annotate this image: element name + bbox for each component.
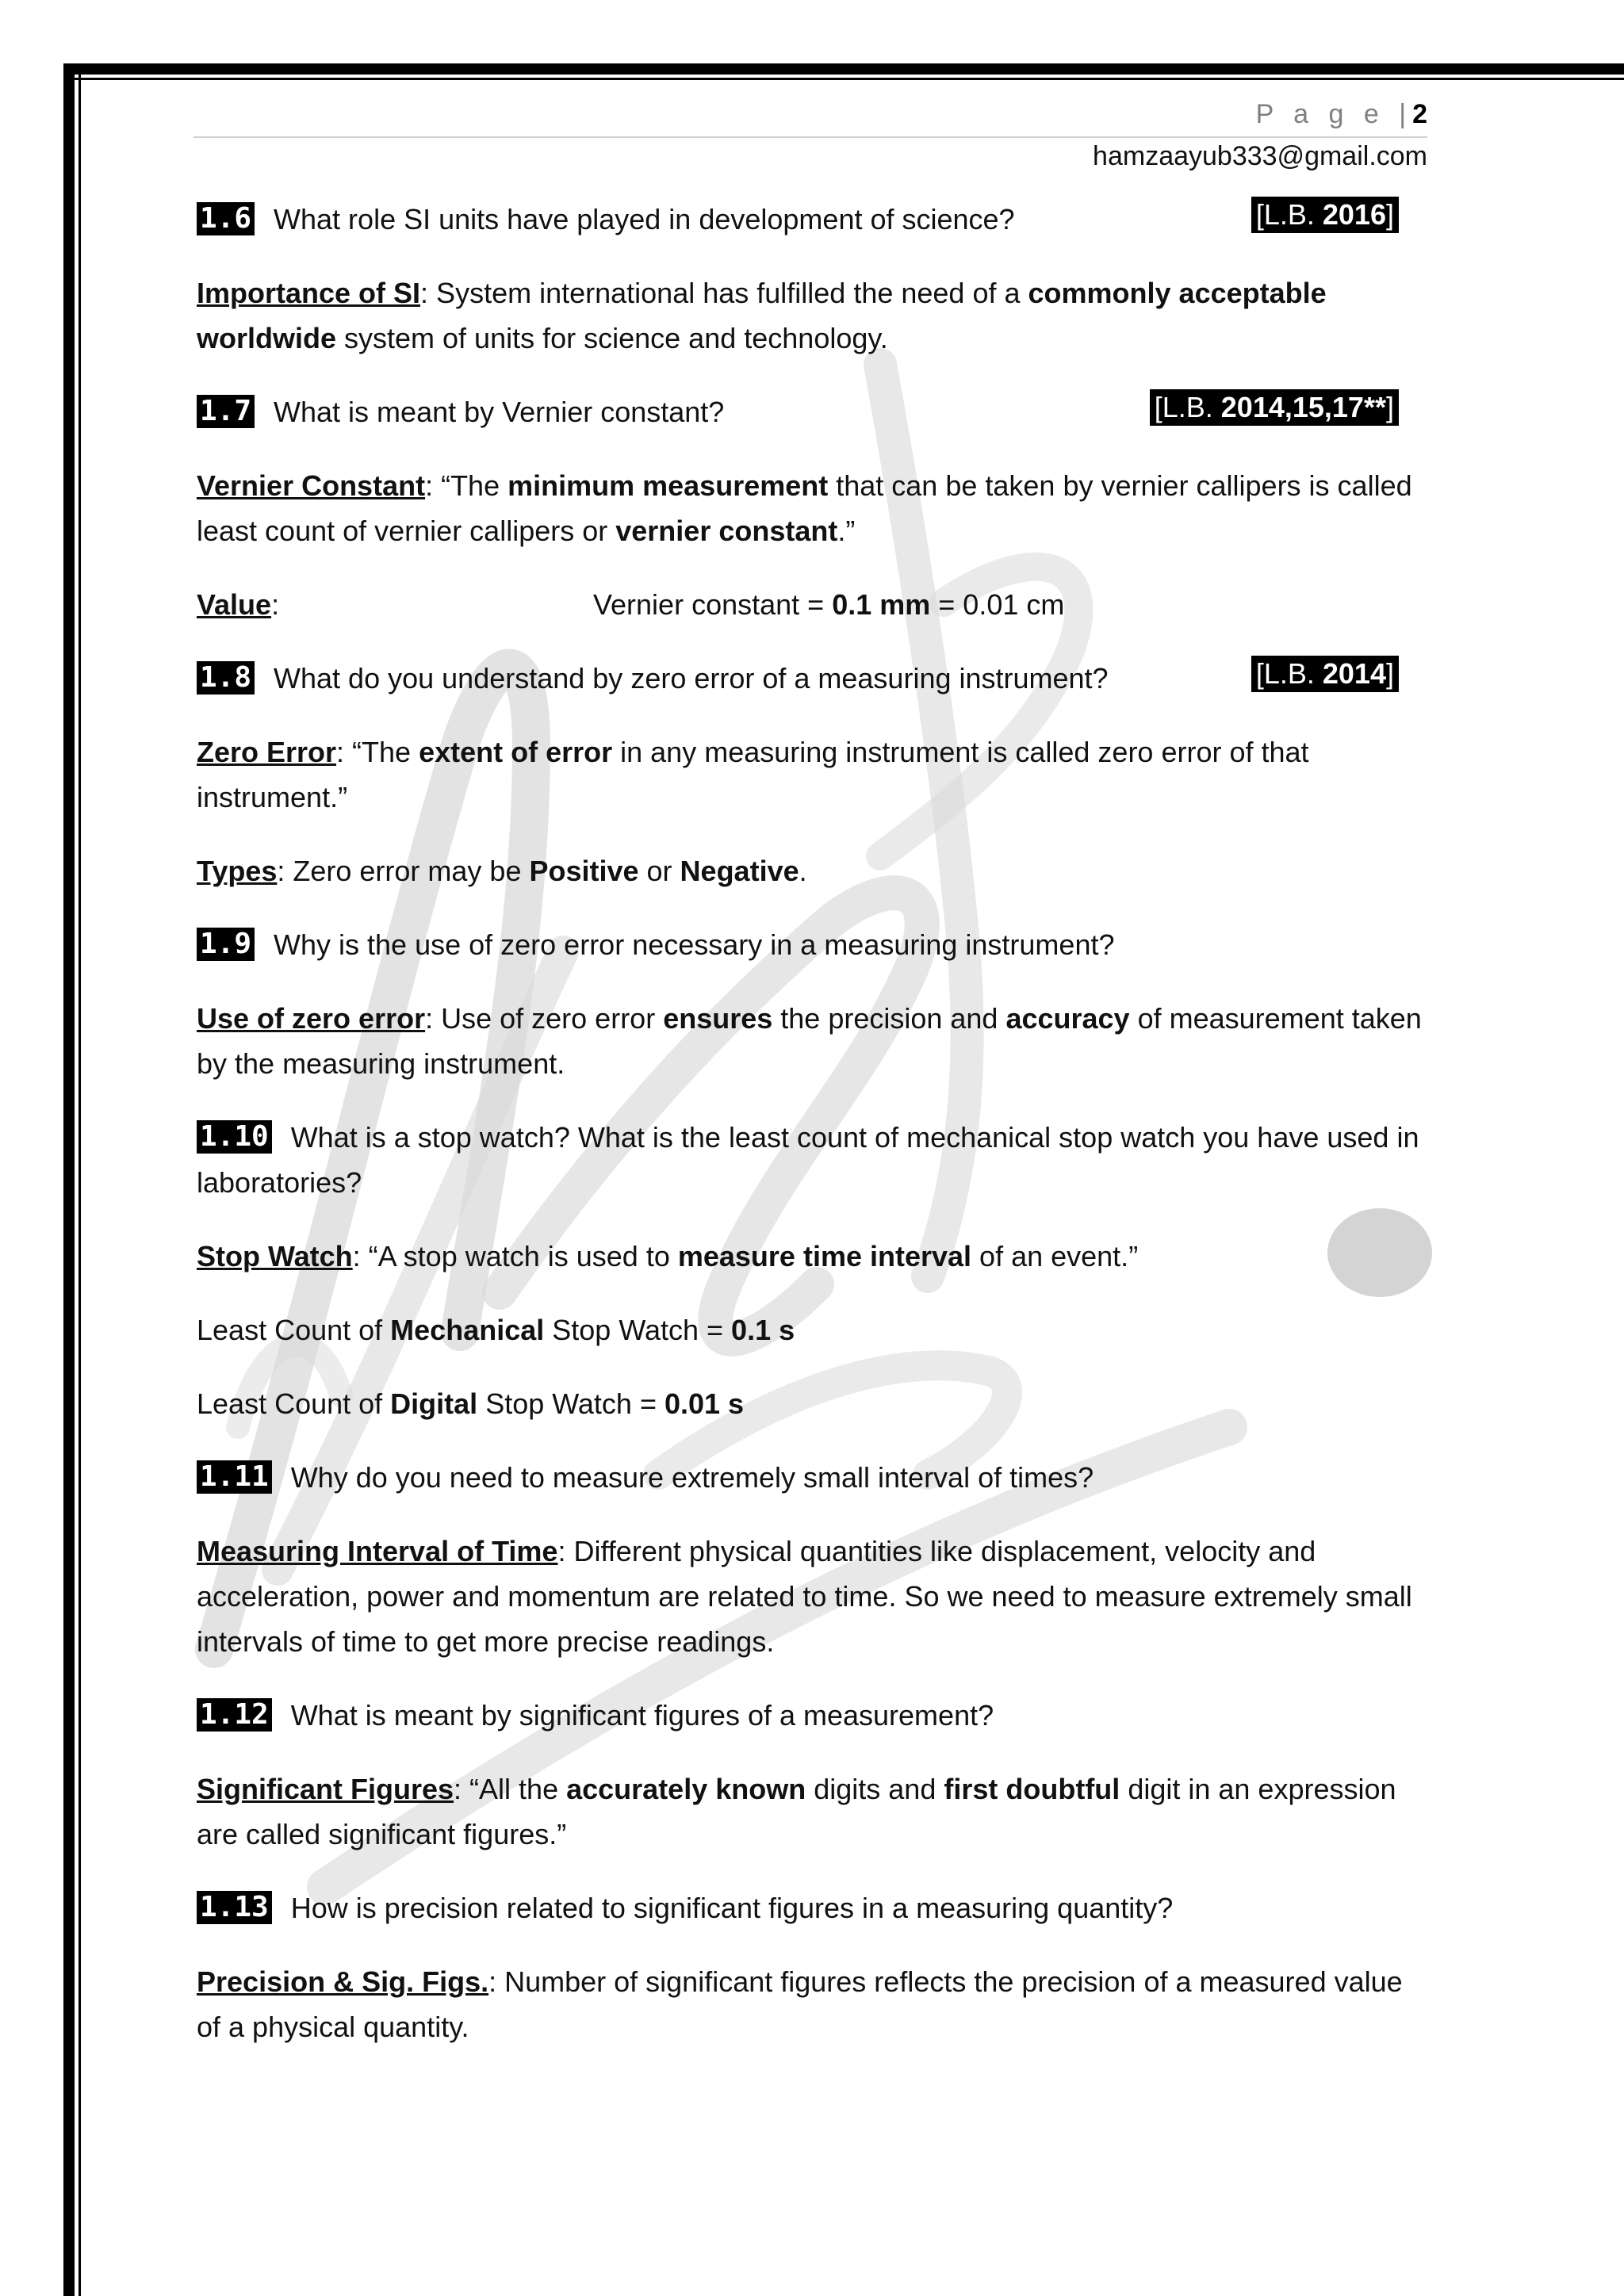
question-1-9 — [197, 922, 1427, 967]
question-1-11 — [197, 1455, 1427, 1500]
answer-1-10-mechanical: Least Count of Mechanical Stop Watch = 0.1 s — [197, 1314, 795, 1346]
page-border-top — [63, 63, 1624, 75]
question-1-13 — [197, 1885, 1427, 1931]
answer-1-8: Zero Error: “The extent of error in any measuring instrument is called zero error of that instrument.” — [197, 736, 1309, 813]
answer-term: Zero Error — [197, 736, 337, 768]
question-1-12 — [197, 1693, 1427, 1738]
answer-1-12: Significant Figures: “All the accurately known digits and first doubtful digit in an expression are called significant figures.” — [197, 1773, 1396, 1850]
answer-1-9: Use of zero error: Use of zero error ensures the precision and accuracy of measurement taken by the measuring instrument. — [197, 1002, 1422, 1080]
answer-1-7: Vernier Constant: “The minimum measurement that can be taken by vernier callipers is called least count of vernier callipers or vernier constant.” — [197, 469, 1412, 547]
header-rule — [193, 136, 1427, 138]
answer-term: Measuring Interval of Time — [197, 1535, 558, 1567]
question-number: 1.12 — [197, 1698, 272, 1732]
question-number: 1.11 — [197, 1460, 272, 1494]
question-1-8 — [197, 656, 1427, 701]
question-number: 1.7 — [197, 395, 255, 428]
document-body — [197, 197, 1427, 2078]
answer-1-6: Importance of SI: System international has fulfilled the need of a commonly acceptable worldwide system of units for science and technology. — [197, 277, 1327, 354]
answer-term: Vernier Constant — [197, 469, 426, 502]
value-equation: Vernier constant = 0.1 mm = 0.01 cm — [593, 588, 1065, 621]
page-border-left — [63, 63, 75, 2296]
answer-1-13: Precision & Sig. Figs.: Number of significant figures reflects the precision of a measured value of a physical quantity. — [197, 1965, 1403, 2043]
question-text: How is precision related to significant figures in a measuring quantity? — [290, 1892, 1174, 1924]
answer-1-8-types: Types: Zero error may be Positive or Negative. — [197, 855, 807, 887]
question-text: Why is the use of zero error necessary in a measuring instrument? — [274, 928, 1115, 961]
question-text: What do you understand by zero error of a measuring instrument? — [274, 662, 1109, 695]
question-1-7 — [197, 389, 1427, 434]
question-text: What is meant by significant figures of a measurement? — [290, 1699, 994, 1732]
question-text: What role SI units have played in development of science? — [274, 203, 1015, 235]
question-text: What is a stop watch? What is the least count of mechanical stop watch you have used in laboratories? — [197, 1121, 1419, 1199]
answer-term: Precision & Sig. Figs. — [197, 1965, 489, 1998]
question-number: 1.6 — [197, 202, 255, 235]
question-1-10 — [197, 1115, 1427, 1205]
answer-term: Value — [197, 588, 272, 621]
question-number: 1.10 — [197, 1120, 272, 1154]
author-email: hamzaayub333@gmail.com — [1093, 141, 1427, 171]
page-separator: | — [1399, 99, 1413, 129]
answer-term: Types — [197, 855, 278, 887]
answer-1-10: Stop Watch: “A stop watch is used to measure time interval of an event.” — [197, 1240, 1139, 1272]
page-number-label — [1256, 99, 1427, 130]
question-number: 1.13 — [197, 1891, 272, 1924]
page-label: P a g e — [1255, 99, 1385, 129]
page-number: 2 — [1412, 99, 1427, 129]
exam-reference-tag: [L.B. 2014,15,17**] — [1150, 389, 1399, 426]
question-number: 1.9 — [197, 928, 255, 961]
answer-term: Stop Watch — [197, 1240, 353, 1272]
answer-term: Importance of SI — [197, 277, 421, 309]
exam-reference-tag: [L.B. 2016] — [1251, 197, 1399, 233]
question-text: What is meant by Vernier constant? — [274, 396, 725, 428]
answer-1-7-value: Value: Vernier constant = 0.1 mm = 0.01 cm — [197, 582, 1427, 627]
answer-1-10-digital: Least Count of Digital Stop Watch = 0.01 s — [197, 1387, 745, 1420]
answer-term: Significant Figures — [197, 1773, 454, 1805]
exam-reference-tag: [L.B. 2014] — [1251, 656, 1399, 692]
answer-1-11: Measuring Interval of Time: Different physical quantities like displacement, velocity and acceleration, power and momentum are related to time. So we need to measure extremely small intervals of time to get more precise readings. — [197, 1535, 1412, 1658]
answer-term: Use of zero error — [197, 1002, 426, 1035]
question-text: Why do you need to measure extremely small interval of times? — [290, 1461, 1094, 1494]
page-border-top-thin — [63, 78, 1624, 80]
page-border-left-thin — [79, 63, 81, 2296]
question-number: 1.8 — [197, 661, 255, 695]
question-1-6 — [197, 197, 1427, 242]
